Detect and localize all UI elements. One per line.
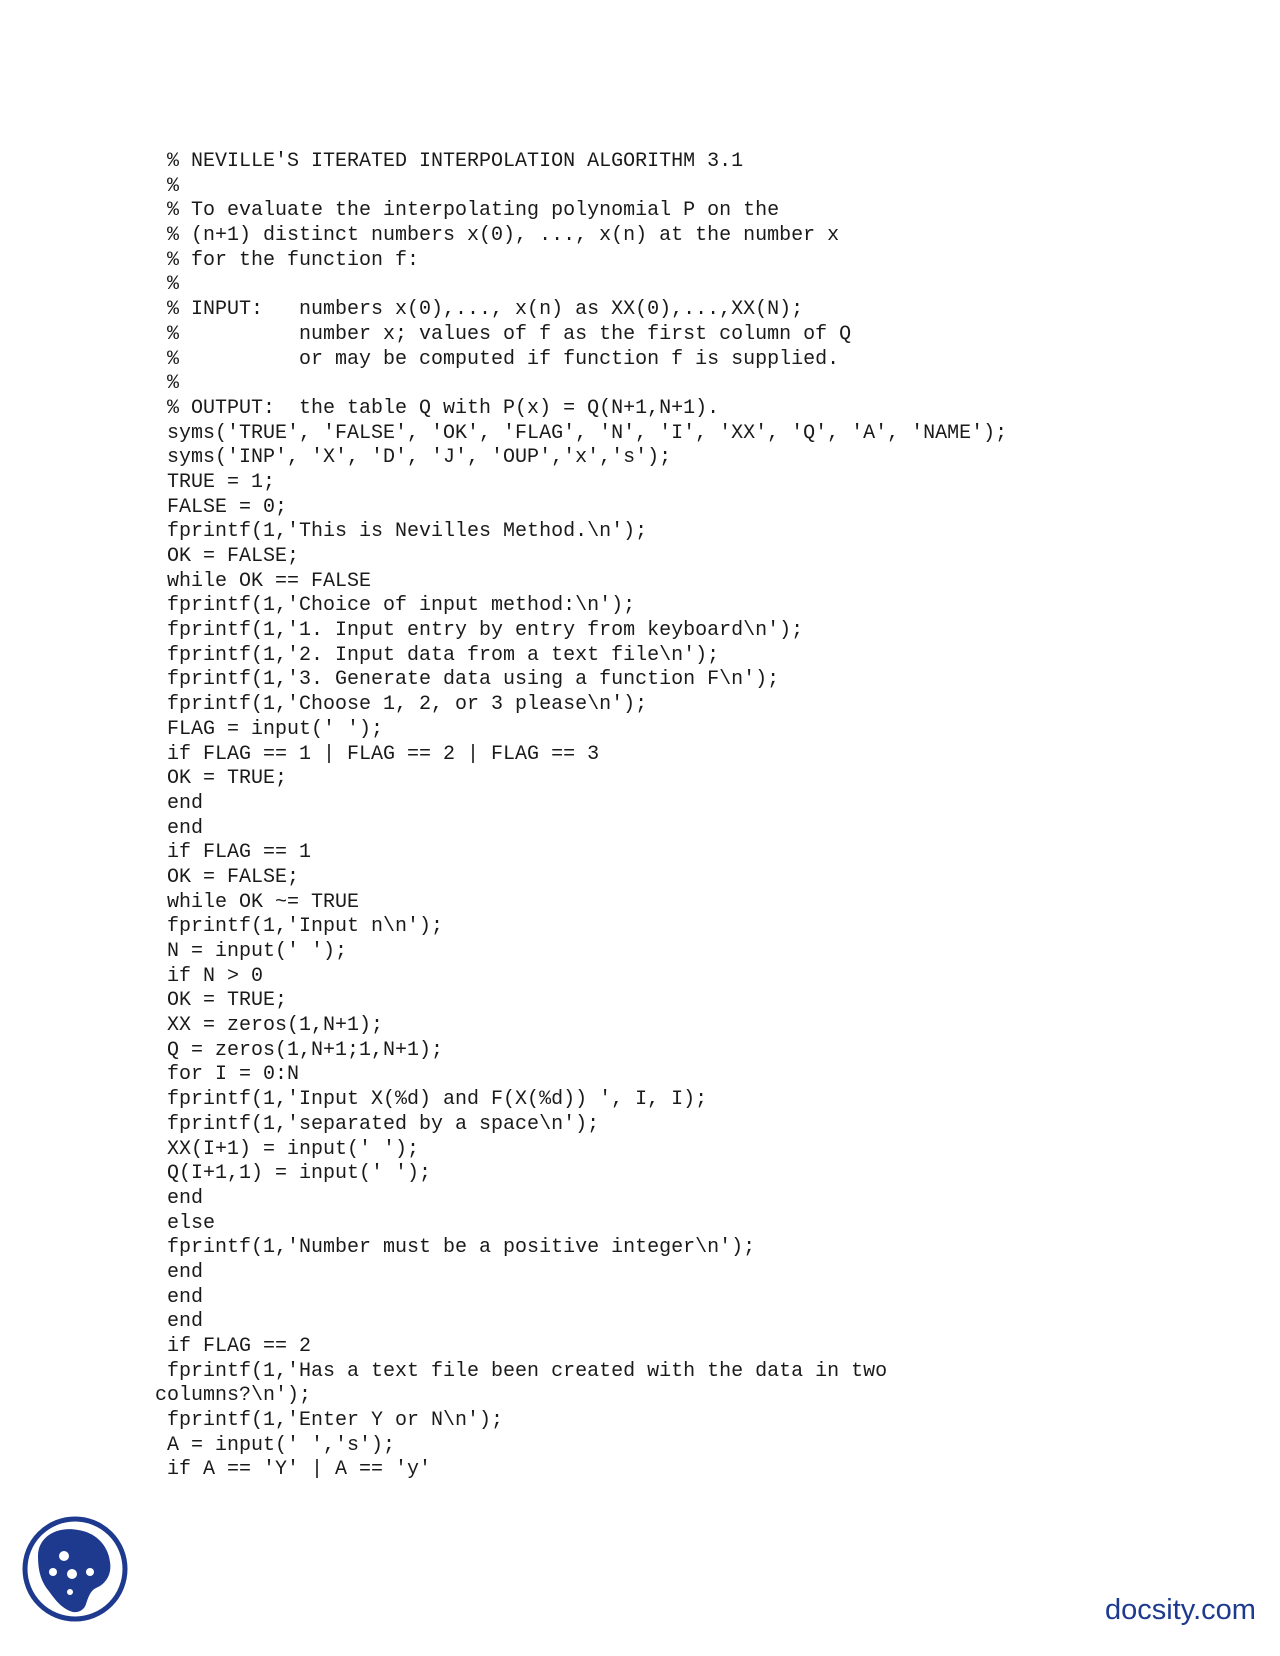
code-line: fprintf(1,'Input n\n');	[155, 915, 444, 939]
code-line: %	[155, 273, 180, 297]
code-line: end	[155, 1285, 204, 1309]
code-line: Q(I+1,1) = input(' ');	[155, 1162, 432, 1186]
code-line: fprintf(1,'Input X(%d) and F(X(%d)) ', I, I);	[155, 1088, 708, 1112]
code-line: fprintf(1,'separated by a space\n');	[155, 1112, 600, 1136]
code-line: end	[155, 1186, 204, 1210]
code-line: fprintf(1,'This is Nevilles Method.\n');	[155, 520, 648, 544]
code-line: while OK ~= TRUE	[155, 890, 360, 914]
code-line: % or may be computed if function f is supplied.	[155, 347, 840, 371]
code-line: fprintf(1,'Choose 1, 2, or 3 please\n');	[155, 693, 648, 717]
code-line: XX = zeros(1,N+1);	[155, 1014, 384, 1038]
code-line: syms('TRUE', 'FALSE', 'OK', 'FLAG', 'N', 'I', 'XX', 'Q', 'A', 'NAME');	[155, 421, 1008, 445]
code-line: else	[155, 1211, 216, 1235]
code-listing	[155, 150, 1255, 1483]
docsity-brand-text: docsity.com	[1105, 1594, 1256, 1626]
code-line: if N > 0	[155, 964, 264, 988]
code-line: end	[155, 1260, 204, 1284]
code-line: N = input(' ');	[155, 940, 348, 963]
code-line: fprintf(1,'3. Generate data using a function F\n');	[155, 668, 780, 692]
code-line: while OK == FALSE	[155, 569, 372, 593]
code-line: OK = FALSE;	[155, 865, 300, 889]
code-line: end	[155, 791, 204, 815]
code-line: % To evaluate the interpolating polynomial P on the	[155, 199, 780, 223]
code-line: syms('INP', 'X', 'D', 'J', 'OUP','x','s');	[155, 446, 672, 470]
code-line: FLAG = input(' ');	[155, 717, 384, 741]
code-line: A = input(' ','s');	[155, 1433, 396, 1457]
code-line: if FLAG == 2	[155, 1335, 312, 1358]
code-line: % for the function f:	[155, 248, 420, 272]
code-line: fprintf(1,'Choice of input method:\n');	[155, 594, 636, 618]
code-line: OK = FALSE;	[155, 545, 300, 568]
code-line: if FLAG == 1 | FLAG == 2 | FLAG == 3	[155, 742, 600, 766]
code-line: % INPUT: numbers x(0),..., x(n) as XX(0),...,XX(N);	[155, 298, 804, 322]
code-line: % (n+1) distinct numbers x(0), ..., x(n) at the number x	[155, 224, 840, 248]
code-line: % OUTPUT: the table Q with P(x) = Q(N+1,N+1).	[155, 396, 720, 420]
code-line: if FLAG == 1	[155, 841, 312, 865]
code-line: if A == 'Y' | A == 'y'	[155, 1458, 432, 1482]
docsity-logo-icon	[20, 1514, 130, 1624]
code-line: OK = TRUE;	[155, 767, 288, 791]
code-line: fprintf(1,'Number must be a positive integer\n');	[155, 1236, 756, 1260]
code-line: TRUE = 1;	[155, 470, 276, 494]
code-line: for I = 0:N	[155, 1063, 300, 1087]
code-line: end	[155, 816, 204, 840]
code-line: end	[155, 1310, 204, 1334]
code-line: % number x; values of f as the first column of Q	[155, 322, 852, 346]
code-line: % NEVILLE'S ITERATED INTERPOLATION ALGORITHM 3.1	[155, 150, 744, 173]
code-line: fprintf(1,'1. Input entry by entry from keyboard\n');	[155, 619, 804, 643]
code-line: OK = TRUE;	[155, 989, 288, 1013]
code-line: columns?\n');	[155, 1384, 312, 1408]
code-line: fprintf(1,'2. Input data from a text file\n');	[155, 643, 720, 667]
code-line: %	[155, 174, 180, 198]
code-line: FALSE = 0;	[155, 495, 288, 519]
code-line: XX(I+1) = input(' ');	[155, 1137, 420, 1161]
code-line: %	[155, 372, 180, 396]
code-line: Q = zeros(1,N+1;1,N+1);	[155, 1038, 444, 1062]
code-line: fprintf(1,'Enter Y or N\n');	[155, 1409, 504, 1433]
code-line: fprintf(1,'Has a text file been created with the data in two	[155, 1359, 888, 1383]
